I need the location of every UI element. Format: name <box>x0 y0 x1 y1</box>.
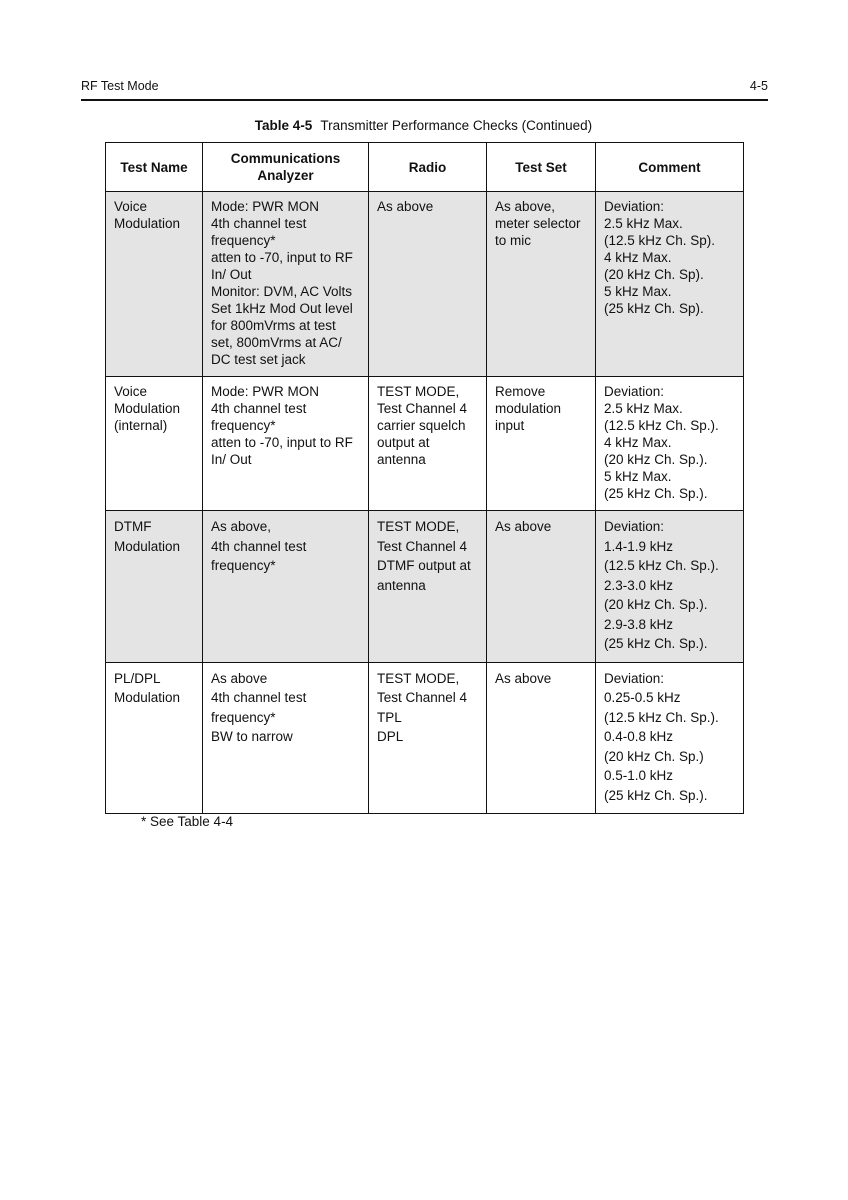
cell-line: Deviation: <box>604 670 665 686</box>
cell-line: to mic <box>495 233 532 248</box>
cell-line: set, 800mVrms at AC/ <box>211 335 342 350</box>
comment-cell <box>596 511 744 663</box>
cell-line: Monitor: DVM, AC Volts <box>211 284 353 299</box>
test-set-cell <box>487 377 596 511</box>
table-row <box>106 511 744 663</box>
table-caption-title: Transmitter Performance Checks (Continued) <box>320 118 593 133</box>
cell-line: (25 kHz Ch. Sp). <box>604 301 704 316</box>
cell-line: 2.5 kHz Max. <box>604 216 683 231</box>
cell-line: 4th channel test <box>211 538 307 554</box>
test-name-cell <box>106 192 203 377</box>
cell-line: 4 kHz Max. <box>604 435 672 450</box>
cell-line: (12.5 kHz Ch. Sp.). <box>604 709 719 725</box>
cell-line: Deviation: <box>604 199 665 214</box>
cell-line: Mode: PWR MON <box>211 384 320 399</box>
table-row <box>106 192 744 377</box>
cell-line: Modulation <box>114 401 181 416</box>
cell-line: 2.9-3.8 kHz <box>604 616 674 632</box>
cell-line: meter selector <box>495 216 581 231</box>
test-set-cell <box>487 662 596 814</box>
radio-cell <box>369 377 487 511</box>
cell-line: 4th channel test <box>211 401 307 416</box>
cell-line: TEST MODE, <box>377 384 460 399</box>
section-title: RF Test Mode <box>81 79 159 93</box>
test-name-cell <box>106 377 203 511</box>
cell-line: antenna <box>377 577 426 593</box>
cell-line: 5 kHz Max. <box>604 284 672 299</box>
cell-line: (20 kHz Ch. Sp.). <box>604 452 708 467</box>
cell-line: As above <box>211 670 268 686</box>
cell-line: input <box>495 418 525 433</box>
test-name-cell <box>106 511 203 663</box>
column-header-test-name: Test Name <box>106 143 203 192</box>
cell-line: 0.5-1.0 kHz <box>604 768 674 783</box>
cell-line: 4 kHz Max. <box>604 250 672 265</box>
cell-line: As above <box>495 519 552 534</box>
cell-line: As above, <box>211 519 272 534</box>
comment-cell <box>596 192 744 377</box>
cell-line: TEST MODE, <box>377 670 460 686</box>
cell-line: Modulation <box>114 216 181 231</box>
comment-cell <box>596 377 744 511</box>
cell-line: for 800mVrms at test <box>211 318 336 333</box>
analyzer-cell <box>203 192 369 377</box>
column-header-communications-analyzer: Communications Analyzer <box>203 143 369 192</box>
test-set-cell <box>487 511 596 663</box>
table-header-row <box>106 143 744 192</box>
cell-line: DTMF output at <box>377 558 471 573</box>
cell-line: (12.5 kHz Ch. Sp). <box>604 233 716 248</box>
cell-line: (25 kHz Ch. Sp.). <box>604 636 708 651</box>
cell-line: Modulation <box>114 538 181 554</box>
radio-cell <box>369 662 487 814</box>
column-header-comment: Comment <box>596 143 744 192</box>
cell-line: Set 1kHz Mod Out level <box>211 301 353 316</box>
cell-line: atten to -70, input to RF <box>211 250 353 265</box>
cell-line: Voice <box>114 384 148 399</box>
column-header-test-set: Test Set <box>487 143 596 192</box>
analyzer-cell <box>203 662 369 814</box>
cell-line: Voice <box>114 199 148 214</box>
cell-line: frequency* <box>211 558 276 573</box>
cell-line: modulation <box>495 401 562 416</box>
cell-line: (20 kHz Ch. Sp.). <box>604 597 708 612</box>
table-caption-number: Table 4-5 <box>254 118 313 133</box>
cell-line: BW to narrow <box>211 729 293 744</box>
cell-line: Test Channel 4 <box>377 690 468 705</box>
cell-line: atten to -70, input to RF <box>211 435 353 450</box>
cell-line: Test Channel 4 <box>377 538 468 554</box>
cell-line: TPL <box>377 709 402 725</box>
radio-cell <box>369 192 487 377</box>
cell-line: frequency* <box>211 418 276 433</box>
cell-line: 4th channel test <box>211 216 307 231</box>
cell-line: frequency* <box>211 709 276 725</box>
comment-cell <box>596 662 744 814</box>
column-header-radio: Radio <box>369 143 487 192</box>
analyzer-cell <box>203 377 369 511</box>
cell-line: carrier squelch <box>377 418 466 433</box>
cell-line: (20 kHz Ch. Sp). <box>604 267 704 282</box>
cell-line: antenna <box>377 452 426 467</box>
cell-line: Remove <box>495 384 546 399</box>
cell-line: Test Channel 4 <box>377 401 468 416</box>
cell-line: In/ Out <box>211 452 252 467</box>
header-rule <box>81 99 768 101</box>
cell-line: 2.3-3.0 kHz <box>604 577 674 593</box>
cell-line: 0.25-0.5 kHz <box>604 690 681 705</box>
cell-line: DTMF <box>114 519 152 534</box>
cell-line: (12.5 kHz Ch. Sp.). <box>604 558 719 573</box>
cell-line: frequency* <box>211 233 276 248</box>
cell-line: 1.4-1.9 kHz <box>604 538 674 554</box>
footnote: * See Table 4-4 <box>141 814 234 829</box>
cell-line: PL/DPL <box>114 670 161 686</box>
cell-line: TEST MODE, <box>377 519 460 534</box>
cell-line: (20 kHz Ch. Sp.) <box>604 748 704 764</box>
table-caption <box>105 117 742 135</box>
cell-line: 4th channel test <box>211 690 307 705</box>
cell-line: 5 kHz Max. <box>604 469 672 484</box>
test-set-cell <box>487 192 596 377</box>
cell-line: Mode: PWR MON <box>211 199 320 214</box>
transmitter-performance-table <box>105 142 744 814</box>
cell-line: (12.5 kHz Ch. Sp.). <box>604 418 719 433</box>
radio-cell <box>369 511 487 663</box>
cell-line: As above, <box>495 199 556 214</box>
cell-line: Deviation: <box>604 519 665 534</box>
cell-line: output at <box>377 435 430 450</box>
cell-line: DPL <box>377 729 404 744</box>
cell-line: (25 kHz Ch. Sp.). <box>604 486 708 501</box>
test-name-cell <box>106 662 203 814</box>
cell-line: (internal) <box>114 418 168 433</box>
table-row <box>106 377 744 511</box>
analyzer-cell <box>203 511 369 663</box>
cell-line: As above <box>495 670 552 686</box>
cell-line: Modulation <box>114 690 181 705</box>
cell-line: (25 kHz Ch. Sp.). <box>604 787 708 803</box>
cell-line: DC test set jack <box>211 352 306 367</box>
cell-line: As above <box>377 199 434 214</box>
cell-line: 2.5 kHz Max. <box>604 401 683 416</box>
cell-line: 0.4-0.8 kHz <box>604 729 674 744</box>
table-row <box>106 662 744 814</box>
cell-line: In/ Out <box>211 267 252 282</box>
page-number: 4-5 <box>749 79 768 93</box>
cell-line: Deviation: <box>604 384 665 399</box>
